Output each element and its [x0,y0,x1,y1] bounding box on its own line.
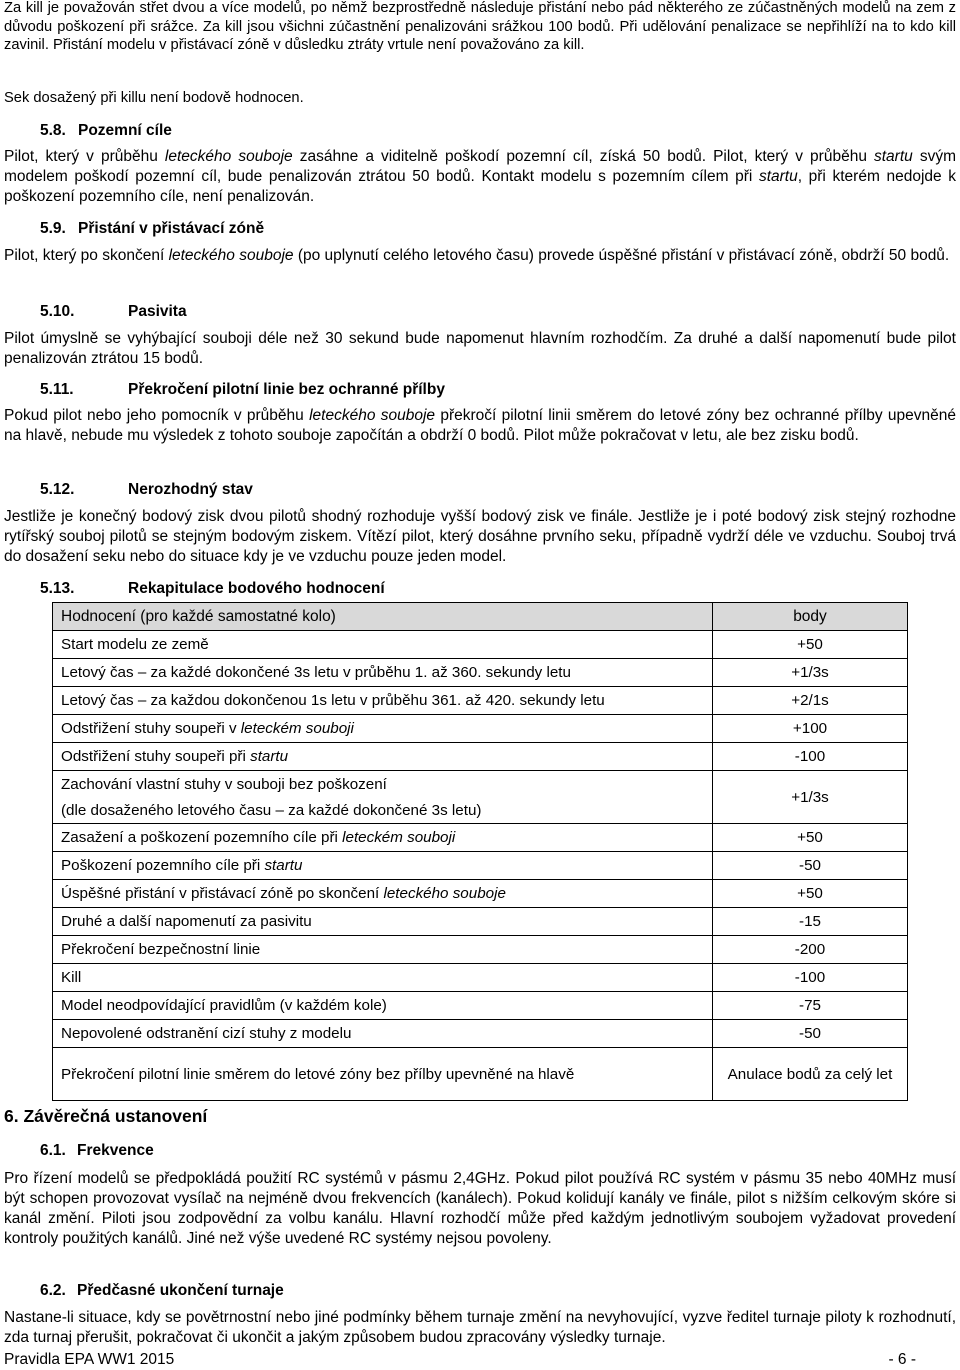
table-cell: -100 [713,964,908,992]
section-5-8-text: Pilot, který v průběhu leteckého souboje zasáhne a viditelně poškodí pozemní cíl, získá 50 bodů. Pilot, který v průběhu startu svým modelem poškodí pozemní cíl, bude penalizován ztrátou 50 bodů. Kontakt modelu s pozemním cílem při startu, při kterém nedojde k poškození pozemního cíle, není penalizován. [4,148,957,205]
chapter-6-heading: 6. Závěrečná ustanovení [4,1106,208,1126]
table-row [53,659,908,687]
table-cell: -50 [713,852,908,880]
table-header-cell: body [713,603,908,631]
table-row [53,992,908,1020]
section-5-13-heading: 5.13. Rekapitulace bodového hodnocení [40,580,385,597]
table-cell: Anulace bodů za celý let [713,1048,908,1101]
table-cell: +50 [713,824,908,852]
table-cell: -15 [713,908,908,936]
table-cell: -50 [713,1020,908,1048]
table-row [53,964,908,992]
table-cell: Úspěšné přistání v přistávací zóně po skončení leteckého souboje [53,880,713,908]
table-cell: Letový čas – za každé dokončené 3s letu v průběhu 1. až 360. sekundy letu [53,659,713,687]
table-cell: -75 [713,992,908,1020]
section-5-10-heading: 5.10. Pasivita [40,303,187,320]
table-cell: Překročení bezpečnostní linie [53,936,713,964]
section-5-8-heading: 5.8. Pozemní cíle [40,122,172,139]
table-row [53,631,908,659]
footer-title: Pravidla EPA WW1 2015 [4,1351,175,1368]
table-cell: Model neodpovídající pravidlům (v každém kole) [53,992,713,1020]
table-cell: Nepovolené odstranění cizí stuhy z modelu [53,1020,713,1048]
section-5-9-text: Pilot, který po skončení leteckého souboje (po uplynutí celého letového času) provede úspěšné přistání v přistávací zóně, obdrží 50 bodů. [4,247,950,264]
table-cell: +2/1s [713,687,908,715]
table-row [53,852,908,880]
table-cell: +1/3s [713,659,908,687]
table-cell: +1/3s [713,771,908,824]
table-cell: Zachování vlastní stuhy v souboji bez poškození (dle dosaženého letového času – za každé dokončené 3s letu) [53,771,713,824]
table-row [53,715,908,743]
table-row [53,771,908,824]
table-cell: +50 [713,880,908,908]
page-number: - 6 - [888,1351,916,1368]
section-6-2-text: Nastane-li situace, kdy se povětrnostní nebo jiné podmínky během turnaje změní na nevyhovující, vyzve ředitel turnaje piloty k rozhodnutí, zda turnaj přerušit, pokračovat či ukončit a jakým způsobem budou zpracovány výsledky turnaje. [4,1309,956,1346]
table-cell: Odstřižení stuhy soupeři v leteckém souboji [53,715,713,743]
table-row [53,1048,908,1101]
table-cell: Kill [53,964,713,992]
table-cell: +100 [713,715,908,743]
table-row [53,908,908,936]
table-row [53,687,908,715]
table-cell: Poškození pozemního cíle při startu [53,852,713,880]
table-cell: Překročení pilotní linie směrem do letové zóny bez přílby upevněné na hlavě [53,1048,713,1101]
section-6-2-heading: 6.2. Předčasné ukončení turnaje [40,1282,284,1299]
page-footer [4,1350,916,1370]
table-row [53,880,908,908]
table-cell: Letový čas – za každou dokončenou 1s letu v průběhu 361. až 420. sekundy letu [53,687,713,715]
table-header-row [53,603,908,631]
section-6-1-heading: 6.1. Frekvence [40,1142,154,1159]
table-row [53,936,908,964]
table-row [53,824,908,852]
scoring-table [52,602,908,1101]
table-header-cell: Hodnocení (pro každé samostatné kolo) [53,603,713,631]
table-cell: +50 [713,631,908,659]
table-cell: Druhé a další napomenutí za pasivitu [53,908,713,936]
table-cell: -200 [713,936,908,964]
table-cell: Odstřižení stuhy soupeři při startu [53,743,713,771]
section-5-9-heading: 5.9. Přistání v přistávací zóně [40,220,265,237]
section-5-11-heading: 5.11. Překročení pilotní linie bez ochranné přílby [40,381,445,398]
section-5-12-text: Jestliže je konečný bodový zisk dvou pilotů shodný rozhoduje vyšší bodový zisk ve finále. Jestliže je i poté bodový zisk stejný rozhodne rytířský souboj pilotů se stejným bodovým ziskem. Vítězí pilot, který dosáhne prvního seku, případně vydrží déle ve vzduchu. Souboj trvá do dosažení seku nebo do situace kdy je ve vzduchu pouze jeden model. [4,508,956,565]
section-5-10-text: Pilot úmyslně se vyhýbající souboji déle než 30 sekund bude napomenut hlavním rozhodčím. Za druhé a další napomenutí bude pilot penalizován ztrátou 15 bodů. [4,330,956,367]
table-row [53,1020,908,1048]
intro-note: Sek dosažený při killu není bodově hodnocen. [4,90,304,106]
table-cell: Start modelu ze země [53,631,713,659]
table-row [53,743,908,771]
section-6-1-text: Pro řízení modelů se předpokládá použití RC systémů v pásmu 2,4GHz. Pokud pilot používá RC systém v pásmu 35 nebo 40MHz musí být schopen provozovat vysílač na nejméně dvou frekvencích (kanálech). Pokud kolidují kanály ve finále, pilot s nižším celkovým skóre si kanál změní. Piloti jsou zodpovědní za volbu kanálu. Hlavní rozhodčí může před každým jednotlivým soubojem vyžadovat provedení kontroly použitých kanálů. Jiné než výše uvedené RC systémy nejsou povoleny. [4,1170,956,1247]
table-cell: Zasažení a poškození pozemního cíle při leteckém souboji [53,824,713,852]
section-5-11-text: Pokud pilot nebo jeho pomocník v průběhu leteckého souboje překročí pilotní linii směrem do letové zóny bez ochranné přílby upevněné na hlavě, nebude mu výsledek z tohoto souboje započítán a obdrží 0 bodů. Pilot může pokračovat v letu, ale bez zisku bodů. [4,407,956,444]
intro-paragraph: Za kill je považován střet dvou a více modelů, po němž bezprostředně následuje přistání nebo pád některého ze zúčastněných modelů na zem z důvodu poškození při srážce. Za kill jsou všichni zúčastnění penalizováni srážkou 100 bodů. Při udělování penalizace se nepřihlíží na to kdo kill zavinil. Přistání modelu v přistávací zóně v důsledku ztráty vrtule není považováno za kill. [4,0,956,53]
table-cell: -100 [713,743,908,771]
section-5-12-heading: 5.12. Nerozhodný stav [40,481,253,498]
